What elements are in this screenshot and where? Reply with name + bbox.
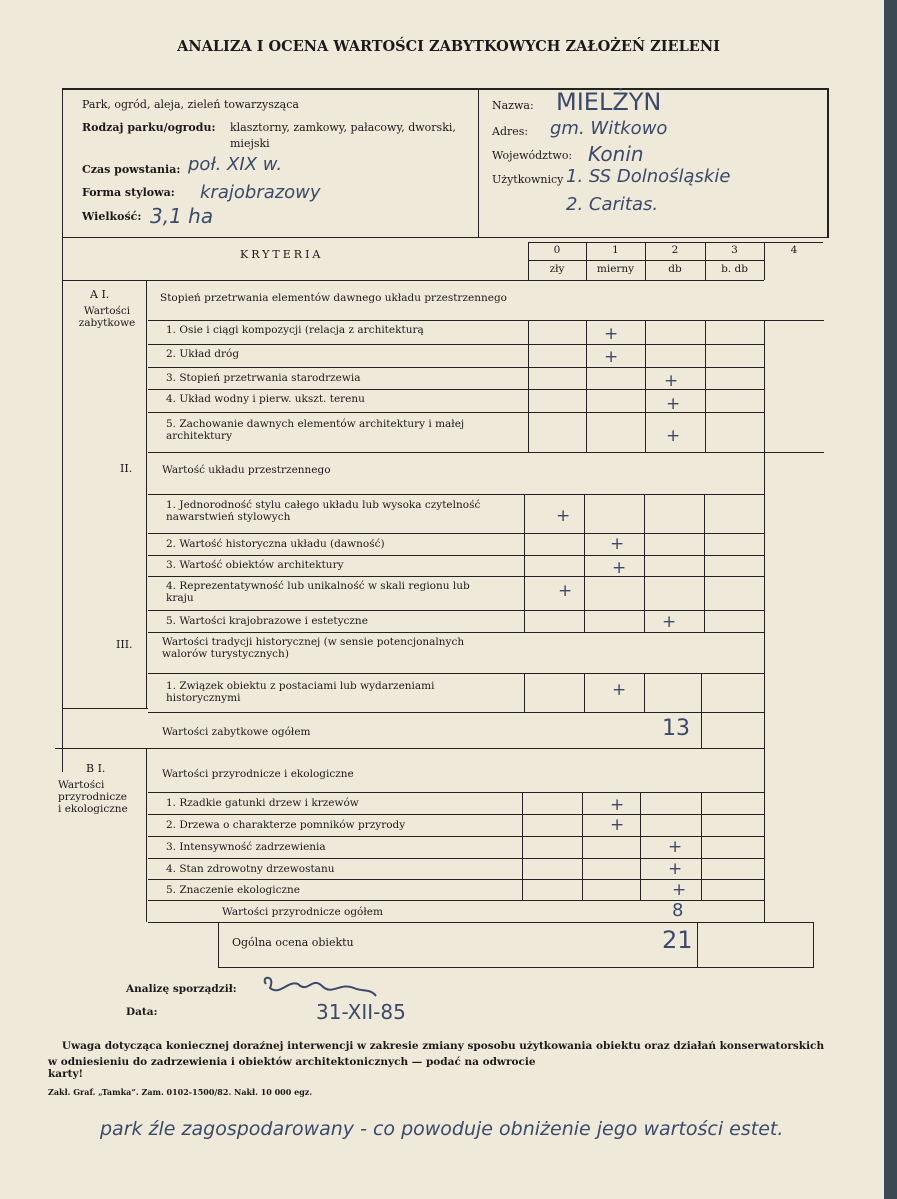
row-line <box>218 967 814 968</box>
forma-value: krajobrazowy <box>200 182 321 203</box>
col-line <box>764 320 765 452</box>
mark-a-i-1: + <box>604 324 619 344</box>
row-line <box>148 320 824 321</box>
score-name-2: db <box>668 263 682 275</box>
mark-b-2: + <box>610 815 625 835</box>
score-name-3: b. db <box>721 263 748 275</box>
criterion-b-3: 3. Intensywność zadrzewienia <box>166 841 326 853</box>
row-line <box>148 792 764 793</box>
nazwa-value: MIELŻYN <box>556 88 662 116</box>
frame-right-top <box>827 88 829 238</box>
group-b-title: Wartości przyrodnicze i ekologiczne <box>162 768 354 780</box>
mark-a-iii-1: + <box>612 680 627 700</box>
overall-value: 21 <box>662 926 693 954</box>
row-line <box>148 367 764 368</box>
score-2: 2 <box>671 244 679 256</box>
mark-a-ii-2: + <box>610 534 625 554</box>
print-info: Zakł. Graf. „Tamka”. Zam. 0102-1500/82. Nakł. 10 000 egz. <box>48 1087 313 1097</box>
group-iii-num: III. <box>116 638 133 651</box>
mark-a-i-5: + <box>666 426 681 446</box>
mark-a-i-4: + <box>666 394 681 414</box>
col-line <box>701 673 702 748</box>
col-line <box>524 494 525 632</box>
col-line <box>764 748 765 922</box>
row-line <box>528 242 823 243</box>
row-line <box>62 280 764 281</box>
col-line <box>146 748 147 922</box>
overall-label: Ogólna ocena obiektu <box>232 936 354 949</box>
col-line <box>697 922 698 968</box>
col-line <box>764 452 765 632</box>
col-line <box>704 494 705 632</box>
section-a-letter: A I. <box>90 288 110 301</box>
col-line <box>813 922 814 968</box>
criterion-b-1: 1. Rzadkie gatunki drzew i krzewów <box>166 797 359 809</box>
row-line <box>148 494 764 495</box>
czas-value: poł. XIX w. <box>188 154 283 175</box>
criterion-a-i-3: 3. Stopień przetrwania starodrzewia <box>166 372 361 384</box>
wojewodztwo-value: Konin <box>588 142 644 166</box>
score-0: 0 <box>553 244 561 256</box>
col-line <box>582 792 583 900</box>
col-line <box>764 632 765 748</box>
rodzaj-options-2: miejski <box>230 137 270 150</box>
group-iii-title: Wartości tradycji historycznej (w sensie potencjonalnych walorów turystycznych) <box>162 636 465 660</box>
section-b-name: Wartości przyrodnicze i ekologiczne <box>58 779 128 815</box>
col-line <box>584 673 585 712</box>
col-line <box>218 922 219 968</box>
header-bottom <box>62 237 828 238</box>
row-line <box>62 708 148 709</box>
col-line <box>524 673 525 712</box>
col-line <box>640 792 641 900</box>
frame-left <box>62 88 63 772</box>
col-line <box>645 320 646 452</box>
col-line <box>701 792 702 900</box>
row-line <box>148 922 814 923</box>
handwritten-note: park źle zagospodarowany - co powoduje obniżenie jego wartości estet. <box>100 1118 784 1140</box>
forma-label: Forma stylowa: <box>82 186 175 199</box>
group-ii-num: II. <box>120 462 133 475</box>
criterion-a-iii-1: 1. Związek obiektu z postaciami lub wydarzeniami historycznymi <box>166 680 435 704</box>
score-name-1: mierny <box>596 263 635 275</box>
nazwa-label: Nazwa: <box>492 99 534 112</box>
park-type: Park, ogród, aleja, zieleń towarzysząca <box>82 98 299 111</box>
mark-b-4: + <box>668 859 683 879</box>
data-label: Data: <box>126 1006 158 1018</box>
mark-a-ii-4: + <box>558 581 573 601</box>
note-line-2: w odniesieniu do zadrzewienia i obiektów architektonicznych — podać na odwrocie karty! <box>48 1056 536 1080</box>
group-ii-title: Wartość układu przestrzennego <box>162 464 331 476</box>
group-i-title: Stopień przetrwania elementów dawnego układu przestrzennego <box>160 292 507 304</box>
total-b-value: 8 <box>672 900 684 921</box>
adres-value: gm. Witkowo <box>550 118 668 139</box>
frame-top <box>62 88 828 90</box>
col-line <box>586 320 587 452</box>
mark-a-ii-1: + <box>556 506 571 526</box>
score-4: 4 <box>790 244 798 256</box>
col-line <box>644 673 645 712</box>
czas-label: Czas powstania: <box>82 163 181 176</box>
row-line <box>148 610 764 611</box>
uzytkownicy-label: Użytkownicy <box>492 173 564 186</box>
col-line <box>146 280 147 708</box>
total-a-label: Wartości zabytkowe ogółem <box>162 726 311 738</box>
wielkosc-label: Wielkość: <box>82 210 142 223</box>
score-name-0: zły <box>549 263 565 275</box>
score-3: 3 <box>731 244 738 256</box>
row-line <box>148 576 764 577</box>
mark-a-i-3: + <box>664 371 679 391</box>
criterion-a-ii-2: 2. Wartość historyczna układu (dawność) <box>166 538 385 550</box>
page-title: ANALIZA I OCENA WARTOŚCI ZABYTKOWYCH ZAŁOŻEŃ ZIELENI <box>177 38 720 55</box>
criterion-a-i-2: 2. Układ dróg <box>166 348 240 360</box>
total-a-value: 13 <box>662 716 690 741</box>
header-divider <box>478 88 479 238</box>
rodzaj-label: Rodzaj parku/ogrodu: <box>82 121 216 134</box>
row-line <box>148 632 764 633</box>
adres-label: Adres: <box>492 125 529 138</box>
rodzaj-options: klasztorny, zamkowy, pałacowy, dworski, <box>230 121 456 134</box>
row-line <box>148 533 764 534</box>
criterion-a-i-5: 5. Zachowanie dawnych elementów architektury i małej architektury <box>166 418 465 442</box>
criterion-b-2: 2. Drzewa o charakterze pomników przyrody <box>166 819 406 831</box>
criterion-a-ii-1: 1. Jednorodność stylu całego układu lub wysoka czytelność nawarstwień stylowych <box>166 499 481 523</box>
mark-b-5: + <box>672 880 687 900</box>
wielkosc-value: 3,1 ha <box>150 204 214 228</box>
criterion-a-i-4: 4. Układ wodny i pierw. ukszt. terenu <box>166 393 365 405</box>
analiza-label: Analizę sporządził: <box>126 983 237 995</box>
row-line <box>148 555 764 556</box>
criterion-a-ii-4: 4. Reprezentatywność lub unikalność w skali regionu lub kraju <box>166 580 470 604</box>
mark-b-1: + <box>610 795 625 815</box>
row-line <box>148 673 764 674</box>
score-1: 1 <box>612 244 619 256</box>
row-line <box>148 452 824 453</box>
section-a-name: Wartości zabytkowe <box>78 305 136 329</box>
section-b-letter: B I. <box>86 762 106 775</box>
mark-a-ii-5: + <box>662 612 677 632</box>
row-line <box>528 260 764 261</box>
mark-a-i-2: + <box>604 347 619 367</box>
note-line-1: Uwaga dotycząca koniecznej doraźnej interwencji w zakresie zmiany sposobu użytkowania obiektu oraz działań konserwatorskich <box>61 1040 825 1052</box>
criterion-b-5: 5. Znaczenie ekologiczne <box>166 884 301 896</box>
col-line <box>528 320 529 452</box>
kryteria-label: KRYTERIA <box>240 248 324 261</box>
criterion-a-i-1: 1. Osie i ciągi kompozycji (relacja z architekturą <box>166 324 424 336</box>
criterion-b-4: 4. Stan zdrowotny drzewostanu <box>166 863 335 875</box>
total-b-label: Wartości przyrodnicze ogółem <box>222 906 383 918</box>
criterion-a-ii-5: 5. Wartości krajobrazowe i estetyczne <box>166 615 368 627</box>
row-line <box>148 814 764 815</box>
row-line <box>148 712 764 713</box>
scan-edge <box>884 0 897 1199</box>
row-line <box>55 748 765 749</box>
uzytkownicy-value-2: 2. Caritas. <box>566 194 659 215</box>
uzytkownicy-value-1: 1. SS Dolnośląskie <box>566 166 731 187</box>
col-line <box>705 320 706 452</box>
mark-a-ii-3: + <box>612 558 627 578</box>
criterion-a-ii-3: 3. Wartość obiektów architektury <box>166 559 344 571</box>
mark-b-3: + <box>668 837 683 857</box>
col-line <box>644 494 645 632</box>
col-line <box>584 494 585 632</box>
wojewodztwo-label: Województwo: <box>492 149 573 162</box>
data-value: 31-XII-85 <box>316 1000 406 1024</box>
col-line <box>522 792 523 900</box>
row-line <box>148 344 764 345</box>
